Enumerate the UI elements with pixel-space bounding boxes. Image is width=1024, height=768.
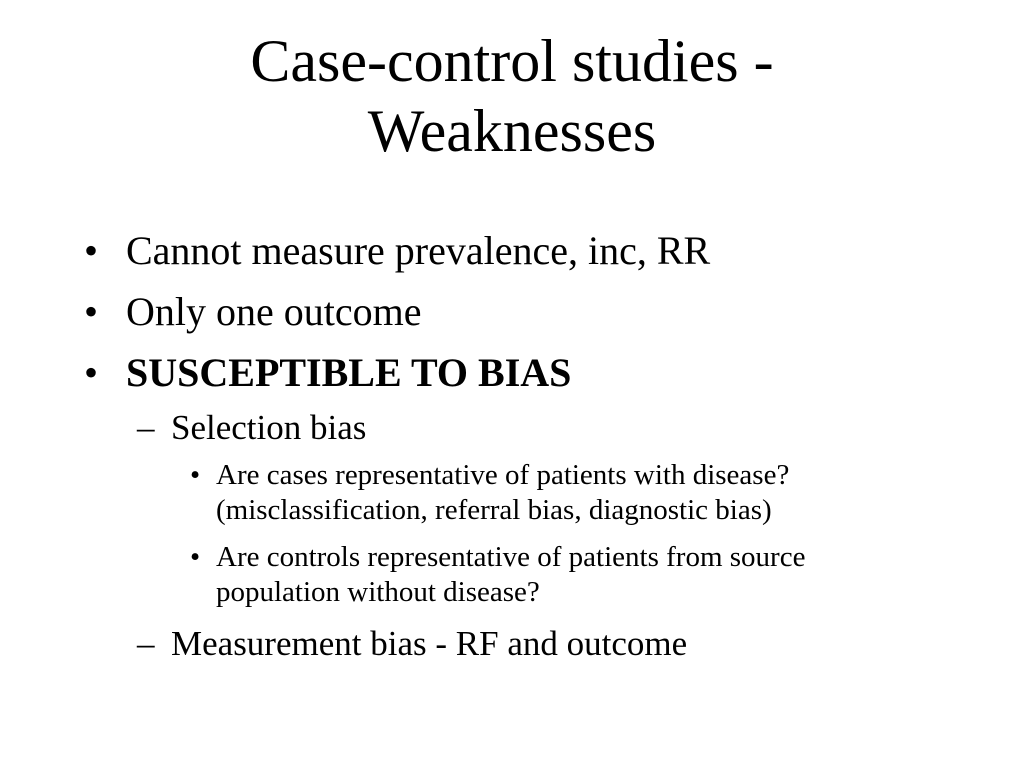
sub-bullet-text: Selection bias (171, 408, 367, 447)
sub-sub-bullet-line-1: Are cases representative of patients with disease? (216, 459, 790, 491)
bullet-text: Only one outcome (126, 289, 422, 334)
sub-sub-bullet-marker: • (190, 459, 201, 491)
sub-sub-bullet-text (216, 458, 946, 528)
slide-title-line-1: Case-control studies - (250, 28, 774, 94)
bullet-text: SUSCEPTIBLE TO BIAS (126, 350, 572, 395)
bullet-marker: • (84, 228, 99, 273)
bullet-marker: • (84, 350, 99, 395)
bullet-marker: • (84, 289, 99, 334)
bullet-text: Cannot measure prevalence, inc, RR (126, 228, 711, 273)
sub-sub-bullet-marker: • (190, 541, 201, 573)
slide-title-line-2: Weaknesses (367, 98, 657, 164)
sub-sub-bullet-line-2: (misclassification, referral bias, diagnostic bias) (216, 494, 772, 526)
sub-bullet-text: Measurement bias - RF and outcome (171, 624, 688, 663)
sub-sub-bullet-line-2: population without disease? (216, 576, 540, 608)
sub-bullet-marker: – (137, 408, 155, 447)
sub-sub-bullet-line-1: Are controls representative of patients from source (216, 541, 806, 573)
sub-sub-bullet-text (216, 540, 946, 610)
sub-bullet-marker: – (137, 624, 155, 663)
